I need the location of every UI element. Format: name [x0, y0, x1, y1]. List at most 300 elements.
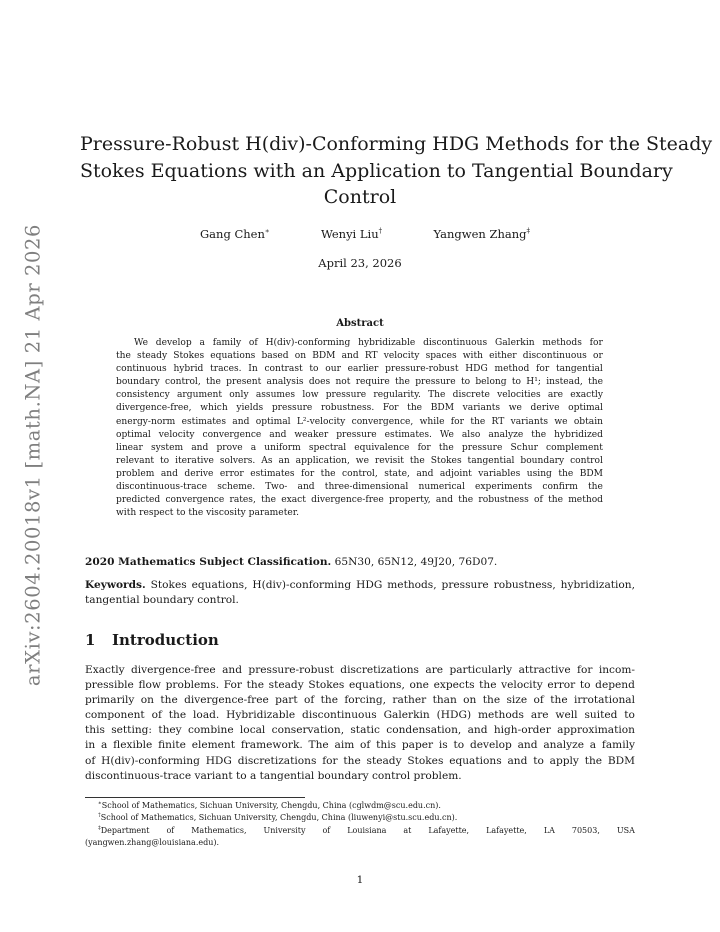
- word: and: [232, 416, 250, 427]
- word: prove: [216, 442, 243, 453]
- word: develop: [469, 739, 512, 752]
- word: the: [168, 709, 187, 722]
- word: equations: [449, 754, 502, 767]
- keywords-line: [85, 593, 635, 608]
- word: size: [506, 694, 528, 707]
- word: present: [226, 377, 262, 388]
- word: belong: [475, 377, 507, 388]
- author: Yangwen Zhang‡: [433, 227, 530, 241]
- word: variables: [478, 468, 521, 479]
- word: Lafayette,: [486, 825, 527, 835]
- word: the: [531, 429, 547, 440]
- word: on: [463, 694, 477, 707]
- word: problems.: [165, 679, 220, 692]
- word: boundary: [116, 377, 160, 388]
- footnote: [85, 825, 635, 837]
- word: of: [534, 495, 543, 506]
- footnote-mark[interactable]: ∗: [264, 227, 270, 236]
- word: instead,: [546, 377, 583, 388]
- word: H¹;: [526, 377, 541, 388]
- word: complement: [546, 442, 603, 453]
- word: the: [395, 377, 410, 388]
- word: family: [601, 739, 635, 752]
- footnote-mark[interactable]: ‡: [526, 227, 530, 236]
- word: experiments: [475, 482, 533, 493]
- word: hybrid: [173, 364, 204, 375]
- word: revisit: [374, 455, 404, 466]
- publication-date: April 23, 2026: [318, 256, 402, 270]
- intro-line: [85, 708, 635, 723]
- word: Hybridizable: [226, 709, 296, 722]
- word: or: [592, 351, 603, 362]
- word: pressure: [461, 442, 503, 453]
- word: obtain: [573, 416, 603, 427]
- word: methods: [477, 709, 524, 722]
- word: robustness: [478, 495, 529, 506]
- introduction-paragraph: [85, 663, 635, 784]
- word: static: [350, 724, 380, 737]
- line-text: tangential boundary control.: [85, 593, 239, 606]
- word: Stokes: [407, 754, 444, 767]
- word: to: [309, 364, 319, 375]
- section-heading: [85, 631, 219, 649]
- footnote: ∗School of Mathematics, Sichuan University, Chengdu, China (cglwdm@scu.edu.cn).: [98, 800, 441, 810]
- word: hybridizable: [358, 338, 416, 348]
- abstract-line: [116, 376, 603, 389]
- word: approximation: [557, 724, 635, 737]
- keywords: [85, 578, 635, 608]
- word: the: [550, 694, 568, 707]
- abstract-line: [116, 507, 603, 520]
- paper-title: [80, 131, 713, 211]
- word: discretizations: [340, 664, 419, 676]
- page-number: 1: [356, 874, 364, 886]
- abstract-line: [116, 455, 603, 468]
- word: continuous: [116, 364, 167, 375]
- word: combine: [187, 724, 234, 737]
- word: system: [150, 442, 184, 453]
- word: spectral: [308, 442, 347, 453]
- word: robustness,: [493, 579, 556, 591]
- word: and: [517, 739, 538, 752]
- word: error: [219, 468, 244, 479]
- word: for: [301, 468, 315, 479]
- word: University: [263, 825, 306, 835]
- word: in: [85, 739, 96, 752]
- word: derive: [184, 468, 214, 479]
- word: of: [248, 338, 258, 348]
- word: which: [200, 403, 228, 414]
- word: discrete: [452, 390, 490, 401]
- word: to: [453, 739, 465, 752]
- intro-line: [85, 769, 635, 784]
- word: incom-: [598, 664, 635, 676]
- word: depend: [595, 679, 635, 692]
- word: and: [297, 482, 315, 493]
- word: analyze: [543, 739, 584, 752]
- word: RT: [491, 416, 505, 427]
- word: they: [158, 724, 182, 737]
- word: the: [320, 468, 336, 479]
- word: for: [322, 754, 338, 767]
- word: ‡Department: [98, 824, 150, 835]
- word: and: [160, 468, 178, 479]
- word: steady: [366, 754, 402, 767]
- word: Galerkin: [383, 709, 430, 722]
- title-line: Stokes Equations with an Application to Tangential Boundary: [80, 159, 673, 182]
- word: one: [409, 679, 429, 692]
- word: load.: [193, 709, 220, 722]
- word: RT: [364, 351, 378, 362]
- footnote-mark[interactable]: †: [378, 227, 383, 236]
- word: velocity: [501, 679, 543, 692]
- abstract-line: [116, 416, 603, 429]
- word: boundary: [520, 455, 565, 466]
- word: of: [322, 825, 331, 835]
- intro-line: [85, 754, 635, 769]
- word: equations: [210, 351, 256, 362]
- word: to: [511, 377, 522, 388]
- abstract-line: [116, 402, 603, 415]
- word: to: [460, 377, 471, 388]
- word: element: [191, 739, 236, 752]
- word: For: [382, 403, 399, 414]
- word: using: [526, 468, 552, 479]
- word: are: [530, 709, 549, 722]
- word: Lafayette,: [428, 825, 470, 835]
- abstract-line: [116, 481, 603, 494]
- word: LA: [543, 825, 555, 835]
- word: condensation,: [386, 724, 462, 737]
- word: paper: [401, 739, 434, 752]
- word: traces.: [210, 364, 242, 375]
- word: property,: [389, 495, 431, 506]
- word: estimates: [250, 468, 295, 479]
- word: Louisiana: [347, 825, 387, 835]
- word: is: [438, 739, 448, 752]
- word: a: [589, 739, 597, 752]
- section-title: Introduction: [112, 631, 219, 649]
- abstract-body: [116, 337, 603, 520]
- word: H(div)-conforming: [101, 754, 200, 767]
- word: a: [101, 739, 108, 752]
- word: rates,: [229, 495, 256, 506]
- word: discontinuous: [423, 338, 488, 348]
- word: require: [355, 377, 390, 388]
- word: pressure: [441, 579, 489, 591]
- word: for: [536, 364, 550, 375]
- word: predicted: [116, 495, 161, 506]
- word: control,: [342, 468, 378, 479]
- word: problem: [116, 468, 155, 479]
- word: low: [302, 390, 319, 401]
- word: for: [577, 664, 593, 676]
- word: variants: [510, 416, 549, 427]
- word: the: [482, 694, 501, 707]
- word: to: [160, 455, 170, 466]
- title-line: Control: [323, 186, 397, 208]
- intro-line: [85, 663, 635, 678]
- word: a: [199, 338, 205, 348]
- word: setting:: [111, 724, 153, 737]
- word: develop: [155, 338, 192, 348]
- word: a: [250, 442, 257, 453]
- word: the: [261, 495, 276, 506]
- word: iterative: [175, 455, 214, 466]
- word: Stokes: [150, 579, 187, 591]
- word: convergence: [165, 495, 225, 506]
- word: and: [416, 468, 434, 479]
- word: The: [428, 390, 446, 401]
- intro-line: [85, 678, 635, 693]
- word: on: [140, 694, 154, 707]
- word: for: [450, 416, 464, 427]
- word: estimates: [181, 416, 226, 427]
- word: only: [229, 390, 249, 401]
- word: method: [494, 364, 530, 375]
- word: while: [419, 416, 445, 427]
- word: pressible: [85, 679, 134, 692]
- word: the: [588, 377, 603, 388]
- word: BDM: [607, 754, 635, 767]
- word: state,: [384, 468, 410, 479]
- word: pressure: [415, 377, 456, 388]
- word: the: [407, 403, 423, 414]
- word: particularly: [449, 664, 513, 676]
- word: the: [116, 351, 131, 362]
- abstract-line: [116, 363, 603, 376]
- word: In: [248, 364, 258, 375]
- word: than: [432, 694, 457, 707]
- word: either: [489, 351, 517, 362]
- msc-label: 2020 Mathematics Subject Classification.: [85, 556, 332, 568]
- word: and: [507, 754, 528, 767]
- word: divergence-free: [311, 495, 384, 506]
- word: of: [303, 694, 315, 707]
- word: As: [261, 455, 273, 466]
- line-text: discontinuous-trace variant to a tangential boundary control problem.: [85, 769, 462, 782]
- footnote: †School of Mathematics, Sichuan University, Chengdu, China (liuwenyi@stu.scu.edu.cn).: [98, 812, 458, 823]
- word: yields: [236, 403, 264, 414]
- word: we: [554, 416, 568, 427]
- keywords-line: [85, 578, 635, 593]
- word: steady: [137, 351, 168, 362]
- word: the: [246, 679, 264, 692]
- word: flexible: [113, 739, 153, 752]
- word: We: [439, 429, 454, 440]
- word: the: [438, 442, 454, 453]
- word: discontinuous-trace: [116, 482, 208, 493]
- word: finite: [158, 739, 186, 752]
- word: For: [223, 679, 242, 692]
- word: pressure: [325, 390, 367, 401]
- word: the: [584, 754, 603, 767]
- footnote: (yangwen.zhang@louisiana.edu).: [85, 837, 220, 847]
- word: the: [409, 455, 425, 466]
- word: steady: [268, 679, 304, 692]
- intro-line: [85, 738, 635, 753]
- word: are: [425, 664, 444, 676]
- word: divergence-free,: [116, 403, 192, 414]
- word: optimal: [568, 403, 603, 414]
- word: and: [341, 351, 359, 362]
- word: hybridized: [554, 429, 603, 440]
- word: aim: [334, 739, 355, 752]
- keywords-label: Keywords.: [85, 579, 146, 591]
- word: discontinuous: [522, 351, 587, 362]
- word: earlier: [347, 364, 379, 375]
- word: family: [212, 338, 242, 348]
- word: does: [308, 377, 331, 388]
- word: we: [508, 403, 522, 414]
- word: component: [85, 709, 145, 722]
- word: discretizations: [237, 754, 317, 767]
- word: spaces: [425, 351, 457, 362]
- word: attractive: [518, 664, 571, 676]
- word: USA: [616, 825, 635, 835]
- word: convergence: [202, 429, 262, 440]
- word: forcing,: [344, 694, 387, 707]
- word: the: [320, 694, 338, 707]
- author: Gang Chen∗: [200, 227, 270, 241]
- footnotes: [85, 800, 635, 849]
- word: the: [479, 679, 497, 692]
- abstract-line: [116, 429, 603, 442]
- word: for: [589, 338, 603, 348]
- word: the: [558, 468, 574, 479]
- intro-line: [85, 693, 635, 708]
- word: suited: [584, 709, 618, 722]
- word: of: [533, 694, 544, 707]
- word: to: [624, 709, 635, 722]
- word: conservation,: [271, 724, 345, 737]
- word: energy-norm: [116, 416, 176, 427]
- word: analysis: [266, 377, 304, 388]
- word: estimates.: [384, 429, 432, 440]
- word: assumes: [255, 390, 296, 401]
- word: uniform: [264, 442, 301, 453]
- word: and: [222, 664, 242, 676]
- word: analyze: [488, 429, 524, 440]
- word: of: [85, 754, 96, 767]
- word: optimal: [255, 416, 291, 427]
- word: confirm: [542, 482, 578, 493]
- word: pressure-robust: [385, 364, 459, 375]
- word: velocity: [383, 351, 420, 362]
- word: HDG: [356, 579, 383, 591]
- word: the: [470, 416, 486, 427]
- word: primarily: [85, 694, 135, 707]
- word: derive: [530, 403, 560, 414]
- word: relevant: [116, 455, 155, 466]
- word: Stokes: [430, 455, 462, 466]
- word: control: [570, 455, 603, 466]
- word: and: [435, 495, 454, 506]
- author: Wenyi Liu†: [320, 227, 383, 241]
- word: of: [151, 709, 162, 722]
- word: the: [160, 694, 178, 707]
- word: HDG: [465, 364, 488, 375]
- word: an: [278, 455, 290, 466]
- word: weaker: [294, 429, 329, 440]
- word: the: [548, 495, 563, 506]
- word: methods: [542, 338, 582, 348]
- word: L²-velocity: [296, 416, 346, 427]
- word: error: [547, 679, 576, 692]
- word: BDM: [430, 403, 455, 414]
- word: robustness.: [320, 403, 375, 414]
- word: BDM: [579, 468, 603, 479]
- word: tangential: [555, 364, 603, 375]
- word: irrotational: [573, 694, 635, 707]
- word: tangential: [467, 455, 515, 466]
- word: high-order: [493, 724, 551, 737]
- word: application,: [295, 455, 350, 466]
- line-text: with respect to the viscosity parameter.: [116, 508, 299, 519]
- abstract-line: [116, 350, 603, 363]
- word: the: [458, 495, 474, 506]
- word: equivalence: [354, 442, 410, 453]
- word: methods,: [387, 579, 437, 591]
- word: We: [134, 338, 148, 348]
- footnote-rule: [85, 797, 305, 798]
- word: well: [555, 709, 578, 722]
- author-list: [200, 227, 530, 241]
- word: consistency: [116, 390, 170, 401]
- arxiv-identifier[interactable]: arXiv:2604.20018v1 [math.NA] 21 Apr 2026: [21, 223, 45, 687]
- word: The: [308, 739, 329, 752]
- msc-value: 65N30, 65N12, 49J20, 76D07.: [334, 556, 498, 568]
- word: exact: [281, 495, 306, 506]
- word: are: [547, 390, 564, 401]
- word: argument: [177, 390, 222, 401]
- abstract-line: [116, 337, 603, 350]
- word: this: [376, 739, 397, 752]
- section-number: 1: [85, 631, 96, 649]
- title-line: Pressure-Robust H(div)-Conforming HDG Methods for the Steady: [80, 133, 713, 155]
- word: optimal: [116, 429, 151, 440]
- word: pressure-robust: [248, 664, 334, 676]
- msc-classification: [85, 556, 497, 568]
- abstract-line: [116, 442, 603, 455]
- abstract-line: [116, 494, 603, 507]
- word: to: [533, 754, 544, 767]
- word: equations,: [349, 679, 405, 692]
- abstract-heading: Abstract: [336, 318, 384, 329]
- word: exactly: [570, 390, 603, 401]
- word: our: [325, 364, 341, 375]
- word: at: [403, 825, 412, 835]
- word: to: [579, 679, 591, 692]
- word: for: [417, 442, 431, 453]
- word: Galerkin: [494, 338, 535, 348]
- word: control,: [165, 377, 201, 388]
- word: on: [294, 351, 307, 362]
- intro-line: [85, 723, 635, 738]
- word: apply: [549, 754, 579, 767]
- word: Two-: [265, 482, 288, 493]
- word: linear: [116, 442, 143, 453]
- word: Mathematics,: [191, 825, 247, 835]
- word: the: [205, 377, 221, 388]
- word: hybridization,: [560, 579, 635, 591]
- word: method: [568, 495, 603, 506]
- word: BDM: [312, 351, 336, 362]
- word: H(div)-conforming: [265, 338, 351, 348]
- word: this: [85, 724, 105, 737]
- word: framework.: [240, 739, 303, 752]
- word: variants: [462, 403, 501, 414]
